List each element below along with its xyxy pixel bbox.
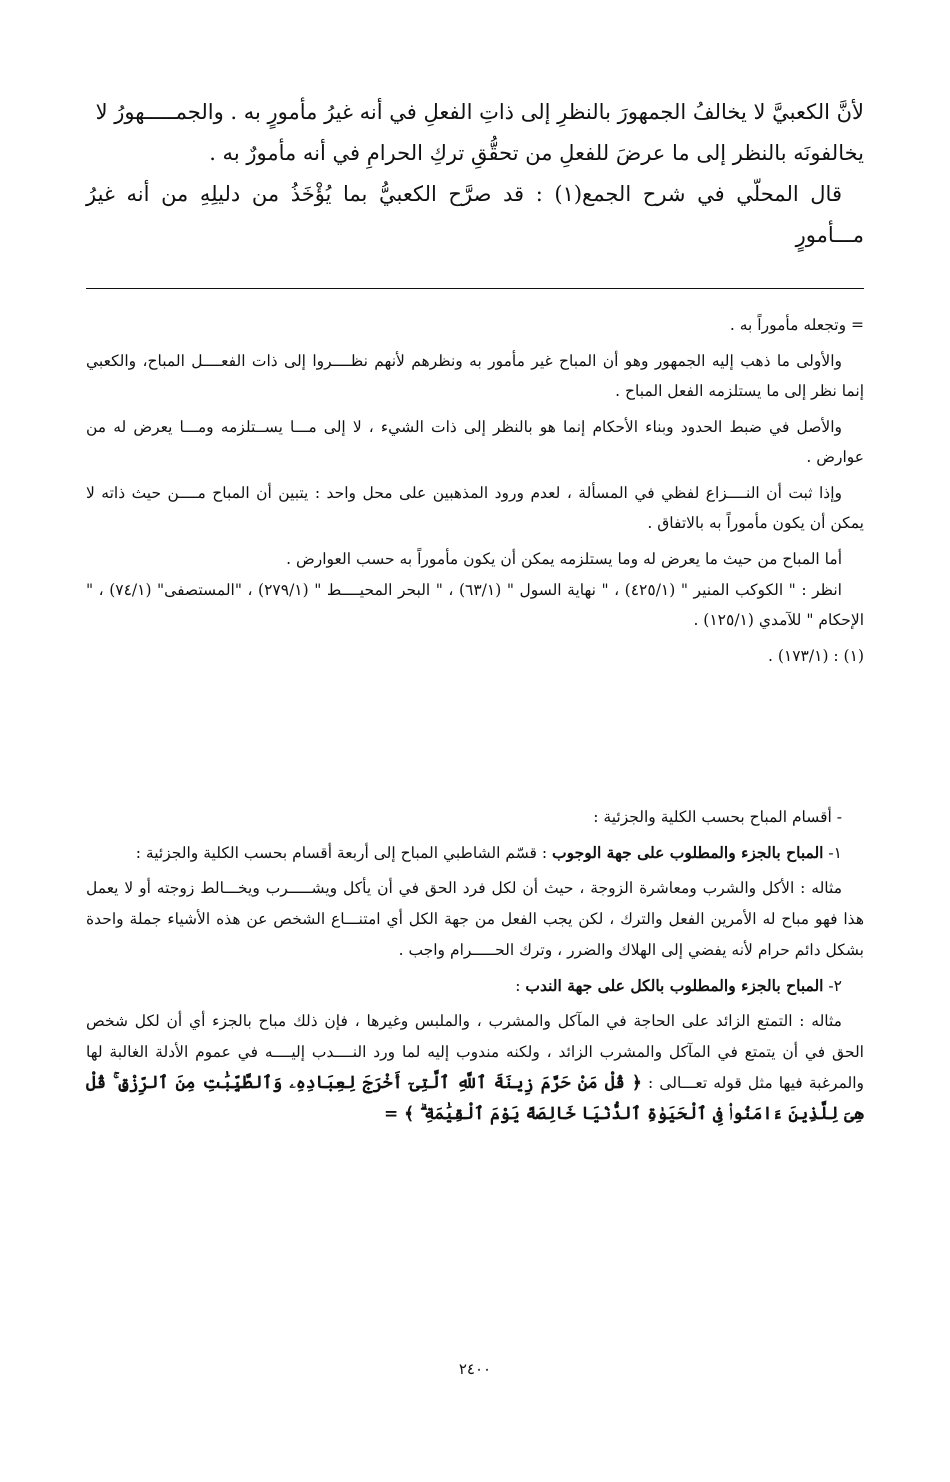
category-item-1 (86, 837, 864, 869)
footnote-1: (١) : (١٧٣/١) . (768, 647, 864, 665)
category-item-2 (86, 970, 864, 1002)
main-body-text (86, 92, 864, 256)
item-text: : (515, 977, 526, 995)
item-text: : قسّم الشاطبي المباح إلى أربعة أقسام بحسب الكلية والجزئية : (135, 844, 553, 862)
footnote-paragraph: والأصل في ضبط الحدود وبناء الأحكام إنما هو بالنظر إلى ذات الشيء ، لا إلى مـــا يســتلزمه ومـــا يعرض له من عوارض . (86, 418, 864, 466)
footnote-paragraph: والأولى ما ذهب إليه الجمهور وهو أن المباح غير مأمور به ونظرهم لأنهم نظــــروا إلى ذات الفعــــل المباح، والكعبي إنما نظر إلى ما يستلزمه الفعل المباح . (86, 352, 864, 400)
footnotes-block (86, 310, 864, 672)
item-number: ١- (823, 844, 842, 862)
footnote-references: انظر : " الكوكب المنير " (٤٢٥/١) ، " نهاية السول " (٦٣/١) ، " البحر المحيــــط " (٢٧٩/١) ، "المستصفى" (٧٤/١) ، " الإحكام " للآمدي (١٢٥/١) . (86, 581, 864, 629)
footnote-paragraph: وإذا ثبت أن النــــزاع لفظي في المسألة ، لعدم ورود المذهبين على محل واحد : يتبين أن المباح مــــن حيث ذاته لا يمكن أن يكون مأموراً به بالاتفاق . (86, 484, 864, 532)
footnote-continuation: = وتجعله مأموراً به . (729, 316, 864, 334)
example-text: مثاله : التمتع الزائد على الحاجة في المآكل والمشرب ، والملبس وغيرها ، فإن ذلك مباح بالجزء أي أن لكل شخص الحق في أن يتمتع في المآكل والمشرب الزائد ، ولكنه مندوب إليه لما ورد النــــدب إليــــه في عموم الأدلة الغالبة لها والمرغبة فيها مثل قوله تعـــالى : (86, 1012, 864, 1092)
section-heading: - أقسام المباح بحسب الكلية والجزئية : (593, 808, 842, 826)
item-title: المباح بالجزء والمطلوب على جهة الوجوب (552, 843, 824, 862)
item-number: ٢- (823, 977, 842, 995)
page-number: ٢٤٠٠ (458, 1360, 492, 1378)
section-categories (86, 802, 864, 1134)
main-text-line-2: يخالفونَه بالنظر إلى ما عرضَ للفعلِ من تحقُّقِ تركِ الحرامِ في أنه مأمورٌ به . (209, 141, 864, 165)
footnote-paragraph: أما المباح من حيث ما يعرض له وما يستلزمه يمكن أن يكون مأموراً به حسب العوارض . (286, 550, 842, 568)
footnote-separator (86, 288, 864, 289)
document-page (86, 0, 864, 1482)
example-paragraph-2 (86, 1006, 864, 1130)
quran-verse: ﴿ قُلْ مَنْ حَرَّمَ زِينَةَ ٱللَّهِ ٱلَّتِىٓ أَخْرَجَ لِعِبَادِهِۦ وَٱلطَّيِّبَٰتِ مِنَ ٱلرِّزْقِ ۚ قُلْ هِىَ لِلَّذِينَ ءَامَنُوا۟ فِى ٱلْحَيَوٰةِ ٱلدُّنْيَا خَالِصَةً يَوْمَ ٱلْقِيَٰمَةِ ۗ ﴾ = (86, 1073, 864, 1124)
main-text-line-3: قال المحلّي في شرح الجمع(١) : قد صرَّح الكعبيُّ بما يُؤْخَذُ من دليلِهِ من أنه غيرُ مـــأمورٍ (86, 182, 864, 247)
example-paragraph-1: مثاله : الأكل والشرب ومعاشرة الزوجة ، حيث أن لكل فرد الحق في أن يأكل ويشـــــرب ويخـــالط زوجته أو لا يعمل هذا فهو مباح له الأمرين الفعل والترك ، لكن يجب الفعل من جهة الكل أي امتنـــاع الشخص عن هذه الأشياء جملة واحدة بشكل دائم حرام لأنه يفضي إلى الهلاك والضرر ، وترك الحـــــرام واجب . (86, 879, 864, 959)
main-text-line-1: لأنَّ الكعبيَّ لا يخالفُ الجمهورَ بالنظرِ إلى ذاتِ الفعلِ في أنه غيرُ مأمورٍ به . والجمـــــهورُ لا (95, 100, 864, 124)
item-title: المباح بالجزء والمطلوب بالكل على جهة الندب (525, 976, 824, 995)
